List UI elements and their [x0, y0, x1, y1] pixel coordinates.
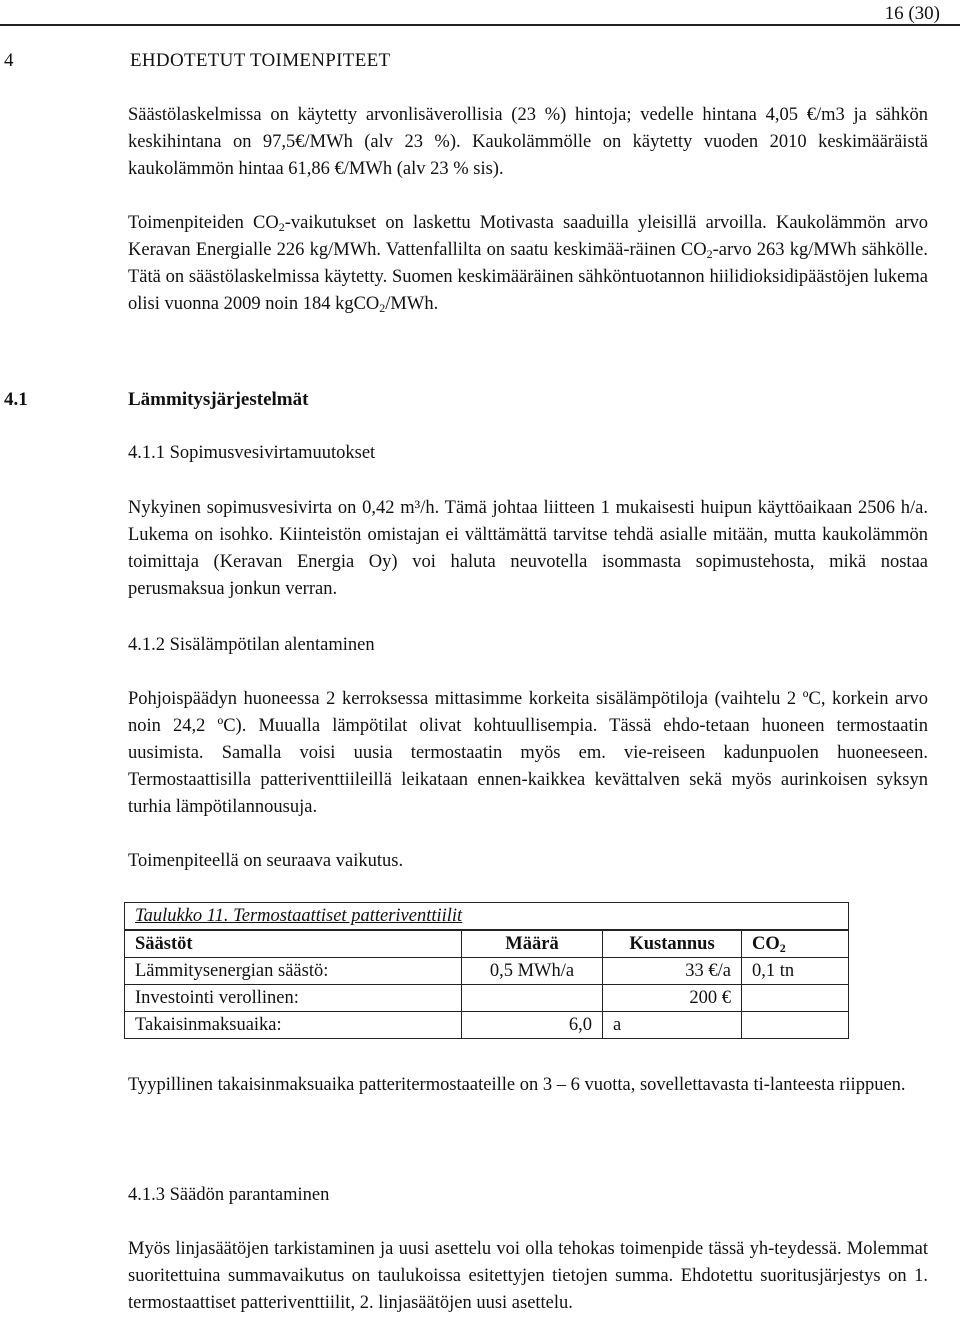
header-cost: Kustannus: [603, 930, 742, 958]
payback-paragraph: [128, 1072, 928, 1099]
heading-4-1-2: 4.1.2 Sisälämpötilan alentaminen: [128, 635, 375, 655]
header-rule: [0, 24, 960, 26]
paragraph-4-1-1: [128, 495, 928, 603]
row-label: Takaisinmaksuaika:: [125, 1012, 462, 1039]
text-4-1-1: Nykyinen sopimusvesivirta on 0,42 m³/h. Tämä johtaa liitteen 1 mukaisesti huipun käyttöaikaan 2506 h/a. Lukema on isohko. Kiinteistön omistajan ei välttämättä tarvitse tehdä asialle mitään, mutta kaukolämmön toimittaja (Keravan Energia Oy) voi haluta neuvotella isommasta sopimustehosta, mikä nostaa perusmaksua jonkun verran.: [128, 498, 928, 599]
row-amount: [462, 985, 603, 1012]
subsection-title: Lämmitysjärjestelmät: [128, 389, 309, 410]
row-label: Lämmitysenergian säästö:: [125, 958, 462, 985]
header-co2-sub: 2: [779, 941, 786, 955]
header-co2: [742, 930, 849, 958]
header-co2-text: CO: [752, 934, 780, 954]
text-4-1-3: Myös linjasäätöjen tarkistaminen ja uusi asettelu voi olla tehokas toimenpide tässä yh-teydessä. Molemmat suoritettuina summavaikutus on taulukoissa esitettyjen tietojen summa. Ehdotettu suoritusjärjestys on 1. termostaattiset patteriventtiilit, 2. linjasäätöjen uusi asettelu.: [128, 1239, 928, 1313]
row-co2: [742, 985, 849, 1012]
row-cost: a: [603, 1012, 742, 1039]
header-savings: Säästöt: [125, 930, 462, 958]
text-4-1-2: Pohjoispäädyn huoneessa 2 kerroksessa mittasimme korkeita sisälämpötiloja (vaihtelu 2 ºC, korkein arvo noin 24,2 ºC). Muualla lämpötilat olivat kohtuullisempia. Tässä ehdo-tetaan huoneen termostaatin uusimista. Samalla voisi uusia termostaatin myös em. vie-reiseen kadunpuolen huoneeseen. Termostaattisilla patteriventtiileillä leikataan ennen-kaikkea kevättalven sekä myös aurinkoisen syksyn turhia lämpötilannousuja.: [128, 689, 928, 817]
subsection-number: 4.1: [4, 389, 28, 410]
heading-4-1-1: 4.1.1 Sopimusvesivirtamuutokset: [128, 443, 376, 463]
co2-text-c: -arvo 263 kg/MWh sähkölle. Tätä on säästölaskelmissa käytetty. Suomen keskimääräinen sähköntuotannon hiilidioksidipäästöjen lukema olisi vuonna 2009 noin 184 kgCO: [128, 240, 928, 314]
savings-table: [124, 902, 849, 1039]
paragraph-4-1-2: [128, 686, 928, 821]
page-number: 16 (30): [884, 3, 940, 24]
paragraph-4-1-3: [128, 1236, 928, 1317]
co2-text-b: -vaikutukset on laskettu Motivasta saaduilla yleisillä arvoilla. Kaukolämmön arvo Keravan Energialle 226 kg/MWh. Vattenfallilta on saatu keskimää-räinen CO: [128, 213, 928, 260]
table-row: [125, 958, 849, 985]
row-cost: 33 €/a: [603, 958, 742, 985]
effect-line: [128, 848, 928, 875]
section-title: EHDOTETUT TOIMENPITEET: [130, 50, 391, 71]
co2-sub-2: 2: [706, 247, 713, 261]
row-co2: 0,1 tn: [742, 958, 849, 985]
intro-paragraph: [128, 102, 928, 183]
table-row: [125, 985, 849, 1012]
co2-text-d: /MWh.: [385, 294, 439, 314]
co2-paragraph: [128, 210, 928, 318]
payback-text: Tyypillinen takaisinmaksuaika patteritermostaateille on 3 – 6 vuotta, sovellettavasta ti-lanteesta riippuen.: [128, 1075, 906, 1095]
row-amount: 0,5 MWh/a: [462, 958, 603, 985]
table-header-row: [125, 930, 849, 958]
section-number: 4: [4, 50, 14, 71]
intro-text: Säästölaskelmissa on käytetty arvonlisäverollisia (23 %) hintoja; vedelle hintana 4,05 €/m3 ja sähkön keskihintana on 97,5€/MWh (alv 23 %). Kaukolämmölle on käytetty vuoden 2010 keskimääräistä kaukolämmön hintaa 61,86 €/MWh (alv 23 % sis).: [128, 105, 928, 179]
row-cost: 200 €: [603, 985, 742, 1012]
row-label: Investointi verollinen:: [125, 985, 462, 1012]
co2-sub-1: 2: [278, 220, 285, 234]
effect-text: Toimenpiteellä on seuraava vaikutus.: [128, 851, 404, 871]
co2-text: [128, 210, 928, 318]
heading-4-1-3: 4.1.3 Säädön parantaminen: [128, 1185, 330, 1205]
header-amount: Määrä: [462, 930, 603, 958]
co2-sub-3: 2: [379, 301, 386, 315]
table-row: [125, 1012, 849, 1039]
table-caption: Taulukko 11. Termostaattiset patteriventtiilit: [125, 903, 849, 931]
row-amount: 6,0: [462, 1012, 603, 1039]
row-co2: [742, 1012, 849, 1039]
co2-text-a: Toimenpiteiden CO: [128, 213, 279, 233]
